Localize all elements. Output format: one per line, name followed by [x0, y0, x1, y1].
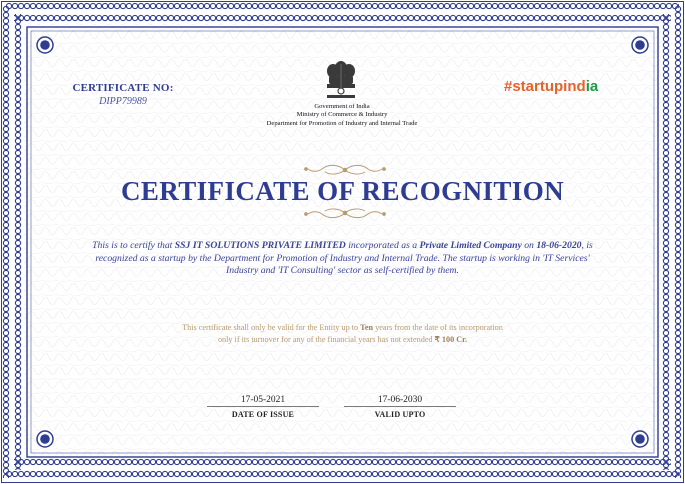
ministry-line: Ministry of Commerce & Industry — [296, 111, 388, 119]
company-type: Private Limited Company — [419, 240, 522, 251]
government-header — [242, 103, 442, 128]
corner-medallion-icon — [37, 37, 53, 53]
turnover-limit: ₹ 100 Cr. — [434, 334, 468, 344]
date-of-issue-value: 17-05-2021 — [240, 395, 286, 405]
statement-text: on — [521, 240, 537, 251]
validity-text: This certificate shall only be valid for the Entity up to — [182, 323, 361, 332]
startup-india-logo — [504, 78, 624, 100]
statement-text: incorporated as a — [345, 240, 420, 251]
divider — [207, 406, 319, 407]
ashoka-emblem-icon — [318, 58, 364, 104]
validity-text: years from the date of its incorporation — [373, 323, 503, 332]
certificate-number-value: DIPP79989 — [99, 96, 147, 107]
valid-upto-value: 17-06-2030 — [377, 395, 423, 405]
validity-note — [120, 322, 565, 345]
corner-medallion-icon — [632, 37, 648, 53]
validity-years: Ten — [360, 323, 374, 332]
statement-text: This is to certify that — [92, 240, 175, 251]
company-name: SSJ IT SOLUTIONS PRIVATE LIMITED — [174, 240, 346, 251]
corner-medallion-icon — [37, 431, 53, 447]
flourish-icon — [300, 206, 390, 220]
certificate-number-label: CERTIFICATE NO: — [72, 82, 174, 94]
date-of-issue-label: DATE OF ISSUE — [231, 410, 295, 419]
corner-medallion-icon — [632, 431, 648, 447]
logo-hash: # — [504, 78, 513, 95]
government-line: Government of India — [314, 103, 370, 110]
recognition-statement — [82, 240, 603, 278]
logo-text-accent: ia — [585, 78, 599, 95]
department-line: Department for Promotion of Industry and Internal Trade — [266, 119, 418, 127]
divider — [344, 406, 456, 407]
statement-text: , is recognized as a startup by the Department for Promotion of Industry and Internal Trade. The startup is working in 'IT Services' Industry and 'IT Consulting' sector as self-certified by them. — [95, 240, 593, 277]
incorporation-date: 18-06-2020 — [536, 240, 582, 251]
certificate-title: CERTIFICATE OF RECOGNITION — [120, 176, 564, 206]
valid-upto-label: VALID UPTO — [374, 410, 426, 419]
logo-text-main: startupind — [512, 78, 586, 95]
flourish-icon — [300, 163, 390, 177]
validity-text: only if its turnover for any of the financial years has not extended — [217, 334, 435, 344]
